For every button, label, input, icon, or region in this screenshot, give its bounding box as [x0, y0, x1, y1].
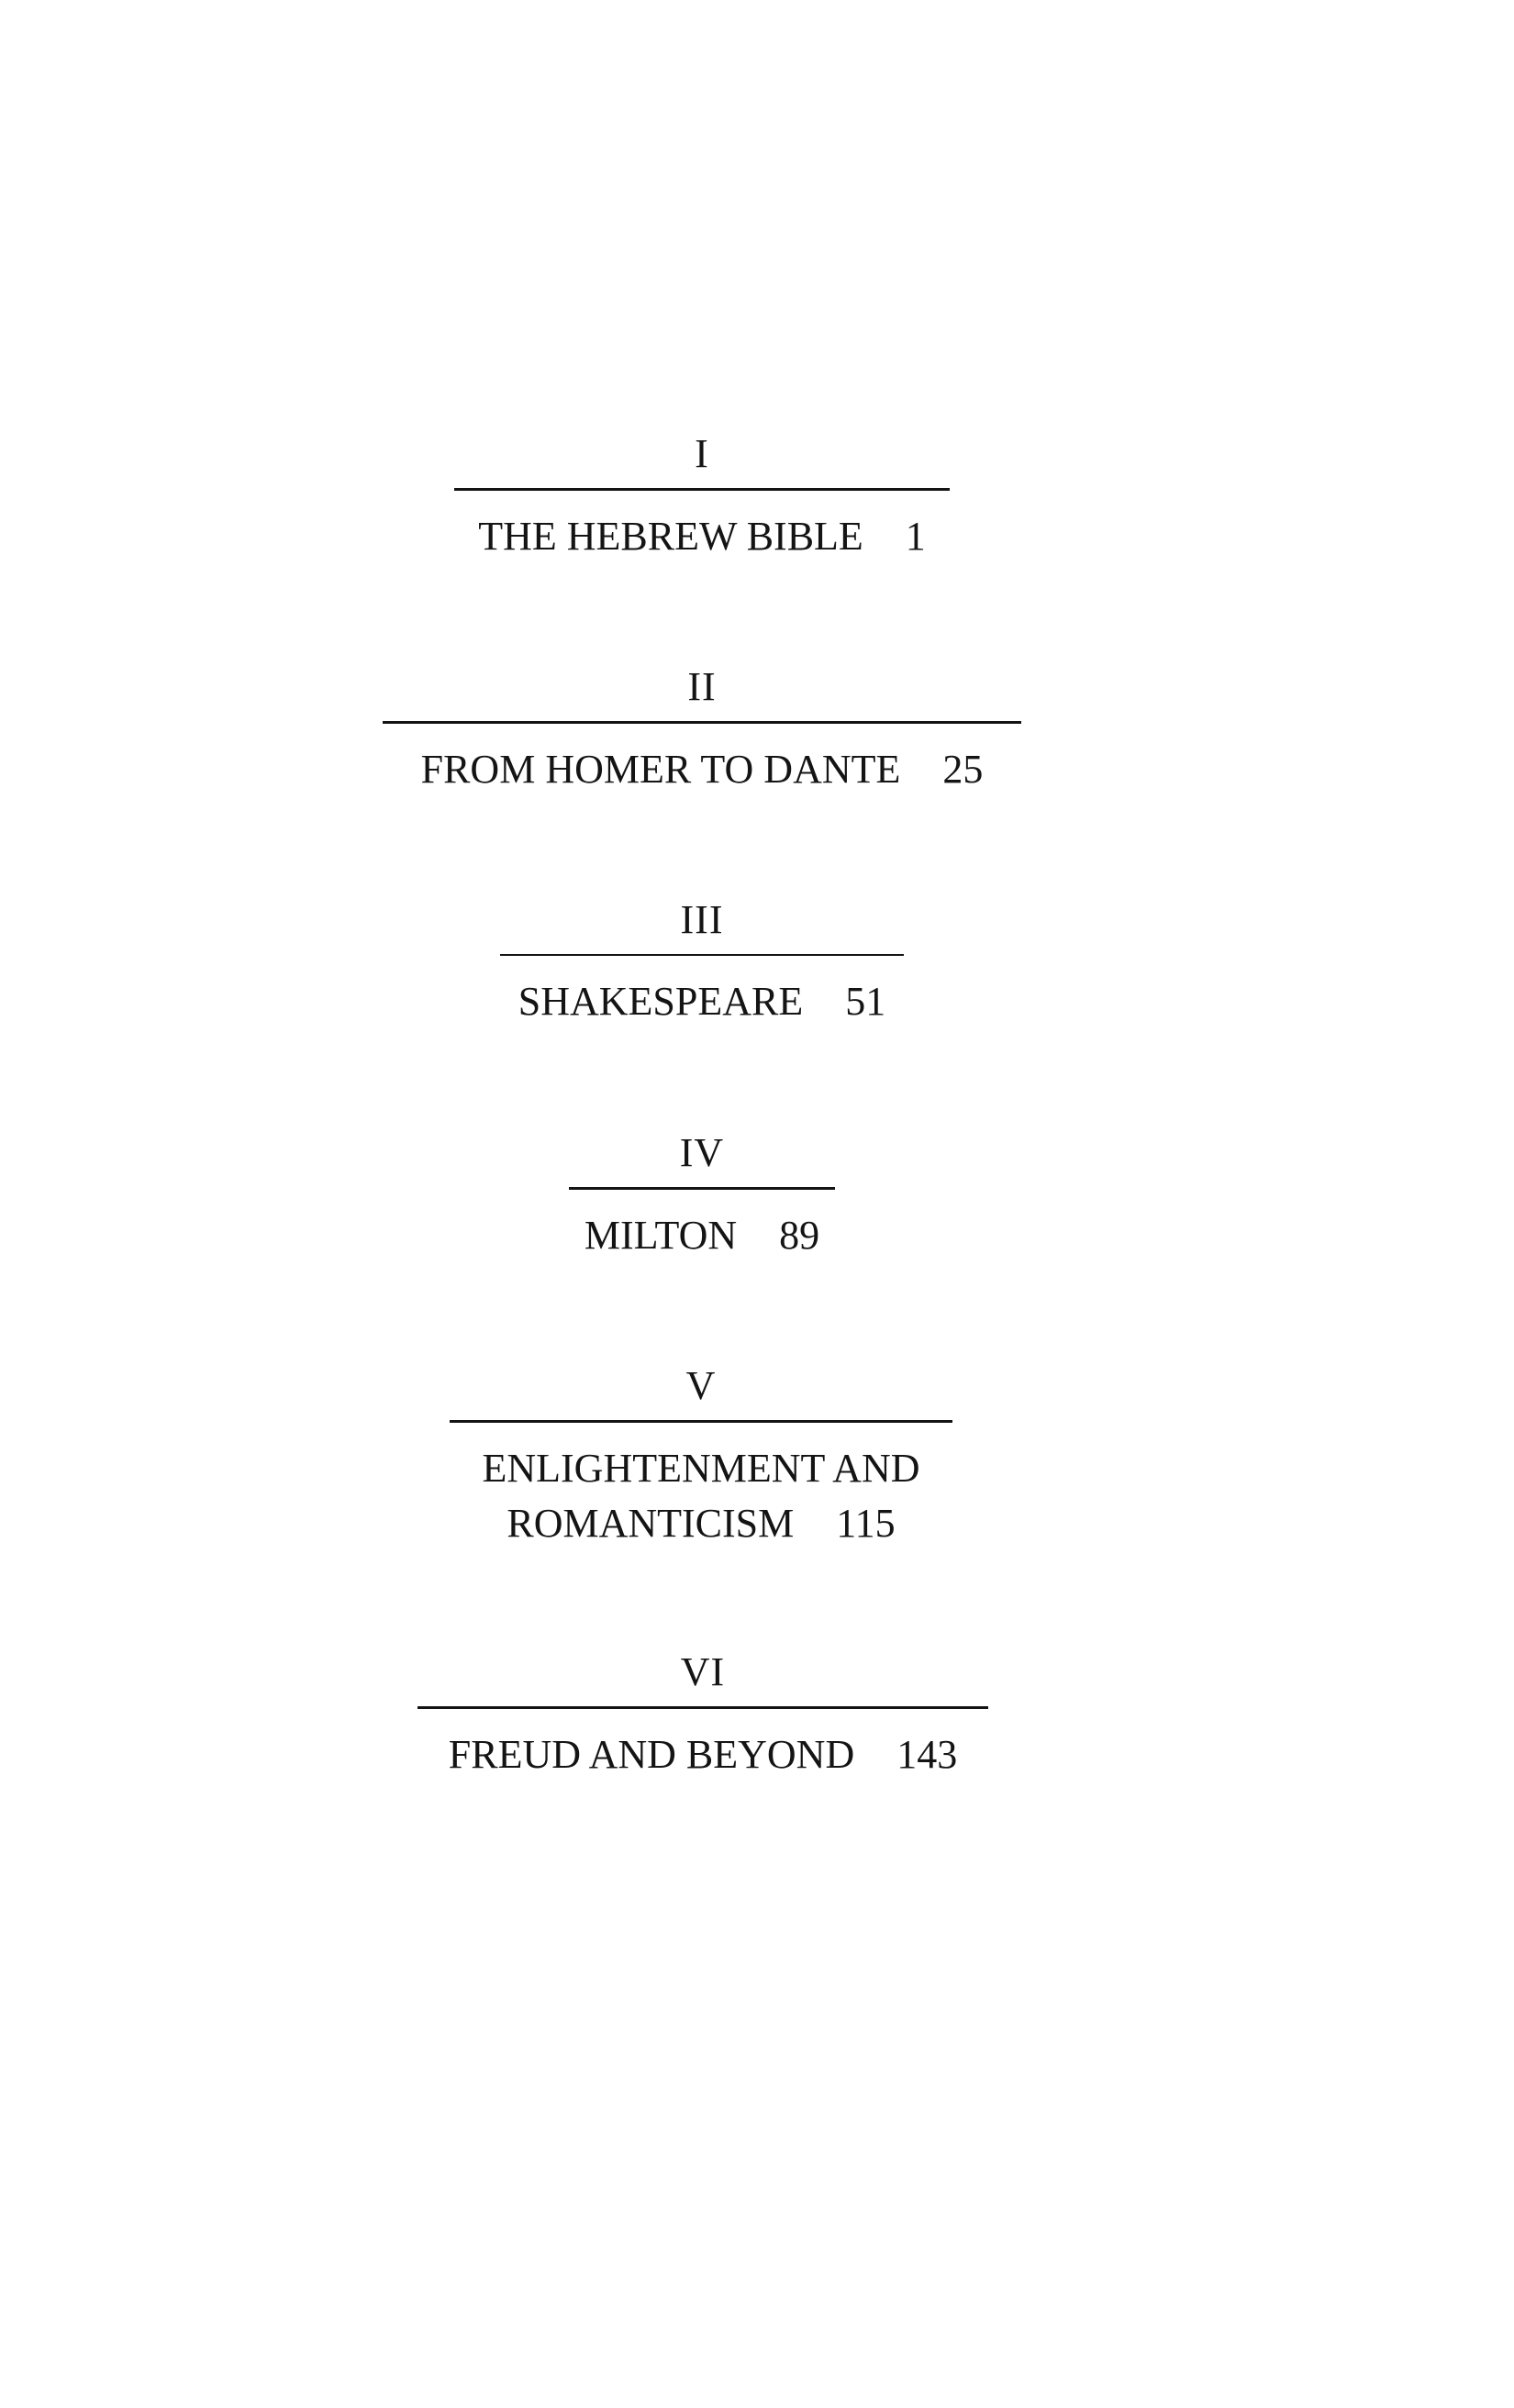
part-title-text: SHAKESPEARE: [518, 979, 804, 1024]
part-numeral: I: [695, 431, 709, 476]
toc-entry-4: [569, 1130, 835, 1263]
part-title-text: FROM HOMER TO DANTE: [420, 747, 901, 792]
divider-rule: [417, 1706, 988, 1709]
page-number: 1: [905, 514, 926, 559]
part-title-continued: [450, 1496, 952, 1551]
page-number: 25: [942, 747, 984, 792]
divider-rule: [383, 721, 1021, 724]
divider-rule: [569, 1187, 835, 1190]
page-number: 115: [836, 1501, 896, 1546]
part-title: [383, 742, 1021, 797]
part-title: [417, 1727, 988, 1782]
page-number: 143: [896, 1732, 958, 1777]
part-title: [454, 509, 950, 564]
part-title-text: MILTON: [584, 1213, 738, 1258]
toc-entry-1: [454, 431, 950, 564]
part-title: [569, 1208, 835, 1263]
divider-rule: [454, 488, 950, 491]
toc-entry-2: [383, 664, 1021, 797]
part-numeral: IV: [679, 1130, 725, 1175]
part-numeral: VI: [680, 1649, 726, 1694]
page-number: 89: [779, 1213, 820, 1258]
toc-entry-6: [417, 1649, 988, 1782]
part-title: ENLIGHTENMENT AND: [482, 1446, 920, 1491]
part-numeral: V: [685, 1363, 717, 1408]
part-title-text: THE HEBREW BIBLE: [478, 514, 863, 559]
toc-entry-5: [450, 1363, 952, 1551]
part-title-text: ROMANTICISM: [507, 1501, 795, 1546]
part-title: [500, 974, 904, 1029]
part-title-text: FREUD AND BEYOND: [448, 1732, 855, 1777]
divider-rule: [500, 954, 904, 956]
toc-entry-3: [500, 897, 904, 1029]
page-number: 51: [845, 979, 886, 1024]
divider-rule: [450, 1420, 952, 1423]
part-numeral: III: [680, 897, 724, 942]
part-numeral: II: [687, 664, 717, 709]
